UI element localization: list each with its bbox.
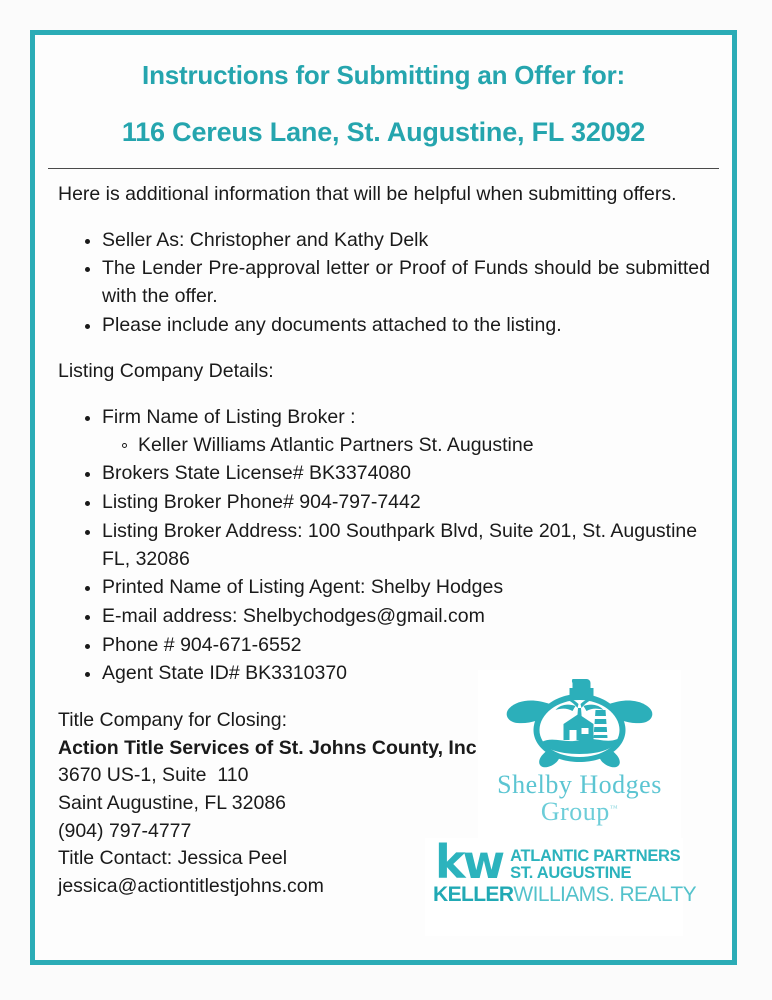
- list-item: [102, 460, 716, 488]
- title-line-1: Instructions for Submitting an Offer for:: [142, 60, 625, 90]
- offer-notes-list: [58, 227, 716, 340]
- offer-note-2: Please include any documents attached to the listing.: [102, 313, 562, 336]
- firm-name-value: Keller Williams Atlantic Partners St. Augustine: [138, 433, 534, 456]
- list-item: [102, 603, 716, 631]
- title-company-phone: (904) 797-4777: [58, 819, 192, 842]
- kw-market-name: [510, 848, 680, 882]
- title-company-address-2: Saint Augustine, FL 32086: [58, 792, 287, 814]
- listing-company-list: [58, 404, 716, 688]
- title-company-address-1: 3670 US-1, Suite 110: [58, 764, 249, 787]
- list-item: [102, 574, 716, 602]
- spacer: [58, 209, 716, 227]
- shelby-hodges-group-word: Group: [540, 797, 610, 826]
- title-company-heading: Title Company for Closing:: [58, 708, 288, 731]
- kw-monogram: kw: [435, 835, 503, 889]
- spacer: [58, 386, 716, 404]
- shelby-hodges-subname: [541, 798, 618, 825]
- title-company-name-bold: Action Title Services of St. Johns County, Inc: [58, 736, 477, 759]
- kw-market-line-2: ST. AUGUSTINE: [510, 864, 632, 883]
- kw-brand-williams: WILLIAMS.: [513, 883, 615, 907]
- list-item: [138, 432, 710, 460]
- sea-turtle-icon: [478, 670, 681, 770]
- list-item: [102, 518, 716, 573]
- list-item: [102, 312, 716, 340]
- listing-broker-phone: Listing Broker Phone# 904-797-7442: [102, 491, 421, 514]
- brokers-state-license: Brokers State License# BK3374080: [102, 462, 411, 485]
- kw-brand-line: [425, 883, 696, 907]
- listing-agent-email: E-mail address: Shelbychodges@gmail.com: [102, 604, 485, 627]
- firm-name-sublist: [102, 432, 710, 460]
- spacer: [58, 340, 716, 358]
- offer-note-0: Seller As: Christopher and Kathy Delk: [102, 228, 429, 251]
- listing-agent-name: Printed Name of Listing Agent: Shelby Hodges: [102, 576, 504, 599]
- agent-state-id: Agent State ID# BK3310370: [102, 662, 348, 685]
- kw-brand-realty: REALTY: [614, 883, 696, 907]
- listing-broker-address: Listing Broker Address: 100 Southpark Blvd, Suite 201, St. Augustine FL, 32086: [102, 519, 698, 570]
- listing-company-heading: Listing Company Details:: [58, 360, 274, 383]
- firm-name-label: Firm Name of Listing Broker :: [102, 406, 356, 429]
- list-item: [102, 489, 716, 517]
- list-item: [102, 255, 716, 310]
- kw-brand-keller: KELLER: [433, 883, 514, 907]
- trademark-symbol: ™: [609, 803, 619, 813]
- list-item: [102, 632, 716, 660]
- page-title: [35, 35, 732, 148]
- title-line-2: 116 Cereus Lane, St. Augustine, FL 32092: [121, 116, 646, 147]
- keller-williams-logo: [425, 835, 696, 936]
- offer-note-1: The Lender Pre-approval letter or Proof of Funds should be submitted with the offer.: [102, 257, 710, 307]
- title-company-email: jessica@actiontitlestjohns.com: [58, 875, 324, 898]
- listing-agent-phone: Phone # 904-671-6552: [102, 633, 302, 656]
- title-company-contact: Title Contact: Jessica Peel: [58, 847, 288, 870]
- kw-market-line-1: ATLANTIC PARTNERS: [510, 847, 681, 865]
- intro-paragraph: Here is additional information that will be helpful when submitting offers.: [58, 182, 677, 205]
- kw-logo-top-row: [425, 835, 683, 889]
- list-item: [102, 227, 716, 255]
- shelby-hodges-name: Shelby Hodges: [497, 770, 662, 799]
- list-item: [102, 404, 716, 459]
- shelby-hodges-group-logo: [478, 670, 681, 842]
